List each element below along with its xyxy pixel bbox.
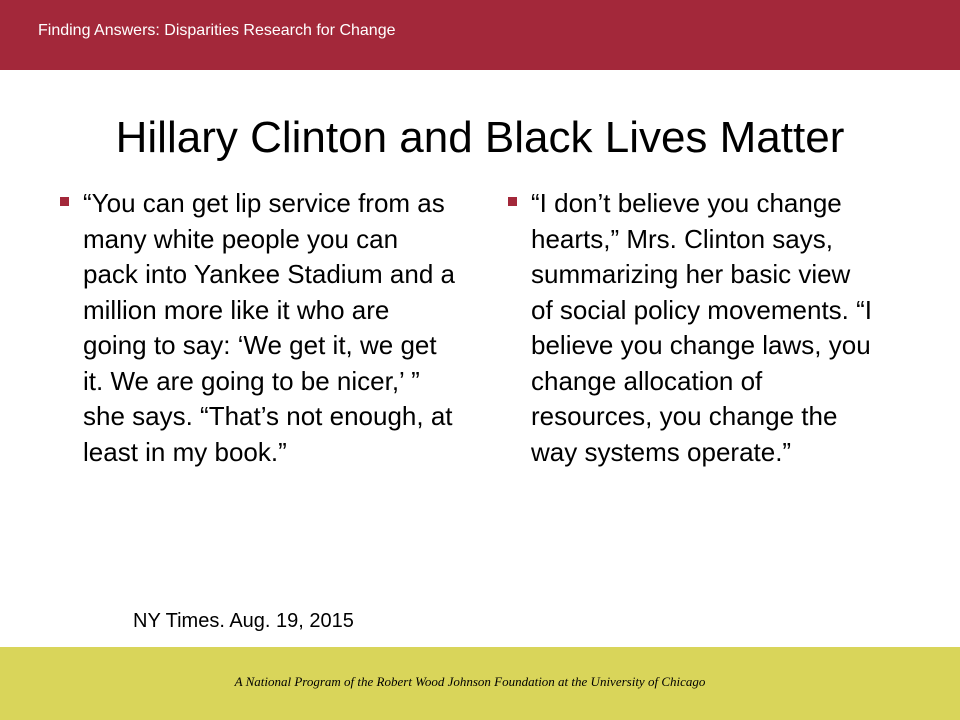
square-bullet-icon: [508, 197, 517, 206]
left-bullet: [60, 186, 460, 470]
right-column: [508, 186, 878, 470]
left-quote: “You can get lip service from as many white people you can pack into Yankee Stadium and a million more like it who are going to say: ‘We get it, we get it. We are going to be nicer,’ ” she says. “That’s not enough, at least in my book.”: [83, 188, 455, 467]
header-title: Finding Answers: Disparities Research for Change: [38, 22, 396, 39]
slide-title: Hillary Clinton and Black Lives Matter: [115, 113, 845, 162]
right-quote: “I don’t believe you change hearts,” Mrs. Clinton says, summarizing her basic view of social policy movements. “I believe you change laws, you change allocation of resources, you change the way systems operate.”: [531, 188, 873, 467]
footer-text: A National Program of the Robert Wood Johnson Foundation at the University of Chicago: [234, 674, 706, 689]
square-bullet-icon: [60, 197, 69, 206]
right-bullet: [508, 186, 878, 470]
citation: NY Times. Aug. 19, 2015: [133, 610, 354, 632]
left-column: [60, 186, 460, 470]
